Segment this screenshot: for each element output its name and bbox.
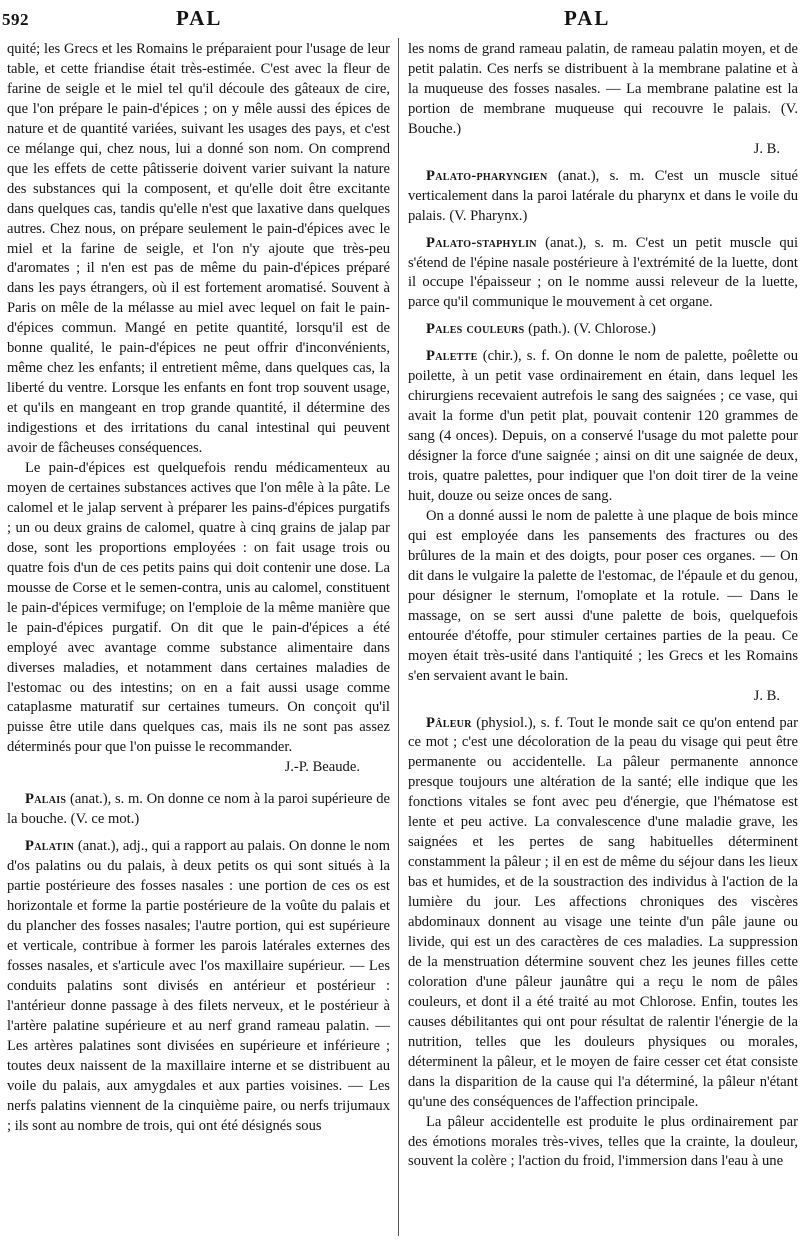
paleur-paragraph-2: La pâleur accidentelle est produite le plus ordinairement par des émotions morales très-vives, telles que la crainte, la douleur, souvent la colère ; l'action du froid, l'immersion dans l'eau à une [408,1113,798,1170]
pain-epices-paragraph-1: quité; les Grecs et les Romains le préparaient pour l'usage de leur table, et cette friandise était très-estimée. C'est avec la fleur de farine de seigle et le miel tel qu'il découle des gâteaux de cire, que l'on prépare le pain-d'épices ; on y mêle aussi des épices de nature et de quantité variées, suivant les usages des pays, et c'est ce mélange qui, chez nous, lui a donné son nom. On comprend que les effets de cette pâtisserie doivent varier suivant la nature des substances qui la composent, et qu'elle doit être excitante dans quelques cas, tandis qu'elle n'est que laxative dans quelques autres. Chez nous, on prépare seulement le pain-d'épices avec le miel et la farine de seigle, et l'on n'y ajoute que très-peu d'aromates ; il n'en est pas de même du pain-d'épices préparé dans les pays étrangers, où il est fortement aromatisé. Souvent à Paris on mêle de la mélasse au miel avec lequel on fait le pain-d'épices commun. Mangé en petite quantité, lorsqu'il est de bonne qualité, le pain-d'épices ne peut offrir d'inconvénients, même chez les enfants; il entretient même, dans quelques cas, la liberté du ventre. Lorsque les enfants en font trop souvent usage, et qu'ils en mangeant en trop grande quantité, il détermine des indigestions et des irritations du canal intestinal qui peuvent avoir de fâcheuses conséquences. [7,41,390,457]
page-header [0,4,800,38]
signature-beaude: J.-P. Beaude. [284,759,360,776]
headword-palatin: Palatin [25,838,75,855]
headword-palette: Palette [426,348,478,365]
right-column [408,40,798,1238]
entry-pales-couleurs-text: (path.). (V. Chlorose.) [524,321,656,338]
left-column [7,40,390,1238]
palette-paragraph-2: On a donné aussi le nom de palette à une plaque de bois mince qui est employée dans les pansements des fractures ou des brûlures de la main et des doigts, pour poser ces organes. — On dit dans le vulgaire la palette de l'estomac, de l'épaule et du genou, pour désigner le sternum, l'omoplate et la rotule. — Dans le massage, on se sert aussi d'une palette de bois, quelquefois entourée d'étoffe, pour stimuler certaines parties de la peau. Ce moyen était très-usité dans l'antiquité ; les Grecs et les Romains s'en servaient avant le bain. [408,507,798,684]
pain-epices-paragraph-2: Le pain-d'épices est quelquefois rendu médicamenteux au moyen de certaines substances actives que l'on mêle à la pâte. Le calomel et le jalap servent à préparer les pains-d'épices purgatifs ; un ou deux grains de calomel, quatre à cinq grains de jalap par dose, sont les proportions employées : on fait usage trois ou quatre fois d'un de ces petits pains qui doit contenir une dose. La mousse de Corse et le semen-contra, unis au calomel, constituent le pain-d'épices vermifuge; on l'emploie de la même manière que le pain-d'épices purgatif. On dit que le pain-d'épices a été employé avec avantage comme substance alimentaire dans diverses maladies, et notamment dans certaines maladies de l'estomac ou des intestins; on en a fait aussi usage comme cataplasme maturatif sur certaines tumeurs. On conçoit qu'il puisse être utile dans quelques cas, mais ils ne sont pas assez déterminés pour que l'on puisse le recommander. [7,460,390,756]
headword-pales-couleurs: Pales couleurs [426,321,525,338]
entry-paleur [408,714,798,1113]
headword-paleur: Pâleur [426,714,472,731]
entry-palette [408,347,798,507]
column-divider [398,38,399,1236]
signature-jb-2: J. B. [753,687,780,704]
entry-palais-text: (anat.), s. m. On donne ce nom à la paroi supérieure de la bouche. (V. ce mot.) [7,791,390,828]
entry-palette-text: (chir.), s. f. On donne le nom de palette, poêlette ou poilette, à un petit vase ordinairement en étain, dans lequel les chirurgiens recevaient autrefois le sang des saignées ; ce vase, qui avait la forme d'un petit plat, pouvait contenir 120 grammes de sang (4 onces). Depuis, on a conservé l'usage du mot palette pour désigner la force d'une saignée ; ainsi on dit une saignée de deux, trois, quatre palettes, pour indiquer que l'on doit tirer de la veine huit, douze ou seize onces de sang. [408,348,798,505]
entry-palais [7,790,390,830]
headword-palais: Palais [25,791,67,808]
entry-paleur-text: (physiol.), s. f. Tout le monde sait ce qu'on entend par ce mot ; c'est une décoloration de la peau du visage qui peut être permanente ou accidentelle. La pâleur permanente annonce presque toujours une altération de la santé; elle indique que les fonctions vitales se font avec peu d'énergie, que l'hématose est lente et peu active. La convalescence d'une maladie grave, les saignées et les pertes de sang habituelles déterminent constamment la pâleur ; il en est de même du séjour dans les lieux bas et humides, et de la soustraction des individus à l'action de la lumière du jour. Les affections chroniques des viscères abdominaux donnent au visage une teinte d'un pâle jaune ou livide, qui est un des caractères de ces maladies. La suppression de la menstruation détermine souvent chez les jeunes filles cette coloration d'une pâleur jaunâtre qui a reçu le nom de pâles couleurs, et dont il a été traité au mot Chlorose. Enfin, toutes les causes débilitantes qui ont pour résultat de ralentir l'énergie de la nutrition, telles que les douleurs physiques ou morales, déterminent la pâleur, et le moyen de faire cesser cet état consiste dans la disparition de la cause qui l'a déterminé, la pâleur n'étant qu'une des conséquences de l'affection principale. [408,714,798,1110]
signature-jb-1: J. B. [753,140,780,157]
palatin-continuation: les noms de grand rameau palatin, de rameau palatin moyen, et de petit palatin. Ces nerfs se distribuent à la membrane palatine et à la muqueuse des fosses nasales. — La membrane palatine est la portion de membrane muqueuse qui recouvre le palais. (V. Bouche.) [408,41,798,137]
entry-palato-staphylin [408,234,798,314]
entry-palatin [7,837,390,1136]
headword-palato-staphylin: Palato-staphylin [426,234,537,251]
headword-palato-pharyngien: Palato-pharyngien [426,167,548,184]
running-head-right: PAL [564,6,611,30]
entry-palato-pharyngien-text: (anat.), s. m. C'est un muscle situé verticalement dans la paroi latérale du pharynx et dans le voile du palais. (V. Pharynx.) [408,167,798,224]
entry-palato-pharyngien [408,167,798,227]
page-number: 592 [2,10,29,29]
entry-palato-staphylin-text: (anat.), s. m. C'est un petit muscle qui s'étend de l'épine nasale postérieure à l'extrémité de la luette, dont il occupe l'épaisseur ; on le nomme aussi releveur de la luette, parce qu'il communique le mouvement à cet organe. [408,234,798,311]
running-head-left: PAL [176,6,223,30]
entry-pales-couleurs [408,320,798,340]
entry-palatin-text: (anat.), adj., qui a rapport au palais. On donne le nom d'os palatins ou du palais, à deux petits os qui sont situés à la partie postérieure des fosses nasales : une portion de ces os est horizontale et forme la partie postérieure de la voûte du palais et du plancher des fosses nasales; l'autre portion, qui est supérieure et verticale, contribue à former les parois latérales externes des fosses nasales, et s'articule avec l'os maxillaire supérieur. — Les conduits palatins sont divisés en antérieur et postérieur : l'antérieur donne passage à des filets nerveux, et le postérieur à l'artère palatine supérieure et au nerf grand rameau palatin. — Les artères palatines sont divisées en supérieure et inférieure ; toutes deux naissent de la maxillaire interne et se distribuent au voile du palais, aux amygdales et aux parties voisines. — Les nerfs palatins viennent de la cinquième paire, ou nerfs trijumaux ; ils sont au nombre de trois, qui ont été désignés sous [7,838,390,1134]
